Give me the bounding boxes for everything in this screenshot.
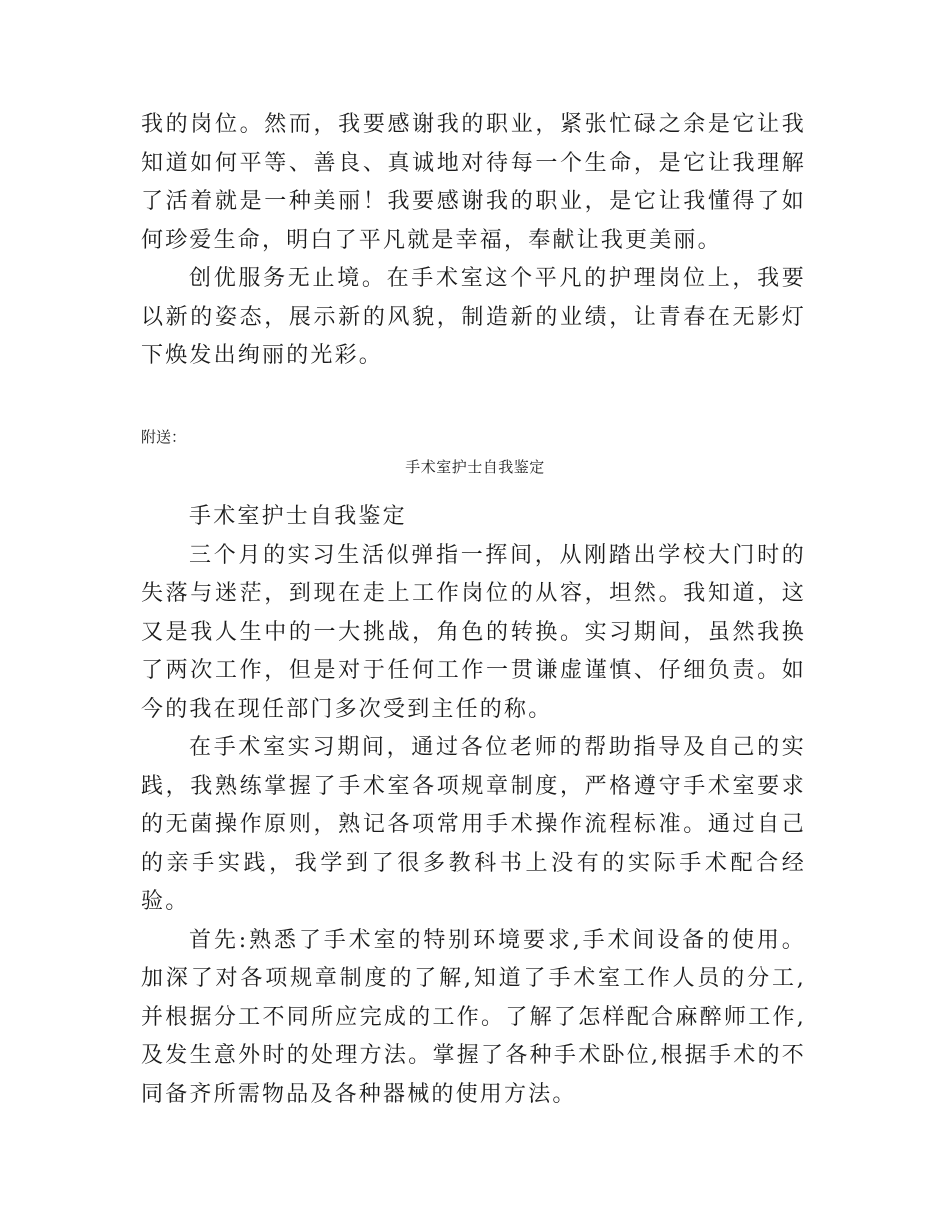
attachment-title: 手术室护士自我鉴定	[405, 458, 545, 476]
paragraph: 首先:熟悉了手术室的特别环境要求,手术间设备的使用。加深了对各项规章制度的了解,知道了手术室工作人员的分工,并根据分工不同所应完成的工作。了解了怎样配合麻醉师工作,及发生意外时的处理方法。掌握了各种手术卧位,根据手术的不同备齐所需物品及各种器械的使用方法。	[141, 927, 806, 1107]
paragraph: 创优服务无止境。在手术室这个平凡的护理岗位上，我要以新的姿态，展示新的风貌，制造新的业绩，让青春在无影灯下焕发出绚丽的光彩。	[141, 266, 806, 368]
attachment-label: 附送：	[141, 428, 187, 446]
section-heading: 手术室护士自我鉴定	[189, 504, 407, 529]
paragraph: 在手术室实习期间，通过各位老师的帮助指导及自己的实践，我熟练掌握了手术室各项规章制度，严格遵守手术室要求的无菌操作原则，熟记各项常用手术操作流程标准。通过自己的亲手实践，我学到了很多教科书上没有的实际手术配合经验。	[141, 735, 806, 914]
top-text-block	[141, 106, 806, 376]
paragraph: 我的岗位。然而，我要感谢我的职业，紧张忙碌之余是它让我知道如何平等、善良、真诚地对待每一个生命，是它让我理解了活着就是一种美丽！我要感谢我的职业，是它让我懂得了如何珍爱生命，明白了平凡就是幸福，奉献让我更美丽。	[141, 112, 806, 253]
paragraph: 三个月的实习生活似弹指一挥间，从刚踏出学校大门时的失落与迷茫，到现在走上工作岗位的从容，坦然。我知道，这又是我人生中的一大挑战，角色的转换。实习期间，虽然我换了两次工作，但是对于任何工作一贯谦虚谨慎、仔细负责。如今的我在现任部门多次受到主任的称。	[141, 542, 806, 722]
bottom-text-block	[141, 498, 806, 1114]
